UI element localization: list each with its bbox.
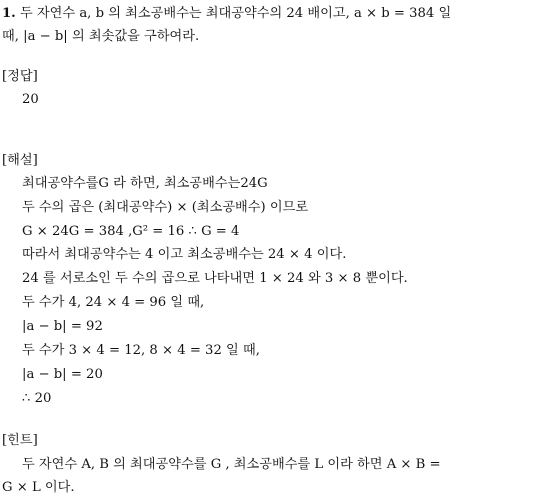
solution-line: 두 수가 3 × 4 = 12, 8 × 4 = 32 일 때,: [22, 343, 260, 358]
solution-line: 두 수의 곱은 (최대공약수) × (최소공배수) 이므로: [22, 200, 309, 215]
problem-line-2: 때, |a − b| 의 최솟값을 구하여라.: [2, 29, 200, 44]
solution-line: |a − b| = 92: [22, 319, 103, 334]
solution-line: 두 수가 4, 24 × 4 = 96 일 때,: [22, 295, 205, 310]
solution-line: 따라서 최대공약수는 4 이고 최소공배수는 24 × 4 이다.: [22, 247, 347, 262]
solution-line: ∴ 20: [22, 391, 52, 406]
solution-line: 24 를 서로소인 두 수의 곱으로 나타내면 1 × 24 와 3 × 8 뿐이다.: [22, 271, 408, 286]
problem-text-1: 두 자연수 a, b 의 최소공배수는 최대공약수의 24 배이고, a × b = 384 일: [19, 6, 452, 21]
solution-line: |a − b| = 20: [22, 367, 103, 382]
answer-value: 20: [22, 92, 39, 107]
solution-line: 최대공약수를G 라 하면, 최소공배수는24G: [22, 176, 268, 191]
hint-line-1: 두 자연수 A, B 의 최대공약수를 G , 최소공배수를 L 이라 하면 A × B =: [22, 457, 441, 472]
solution-label: [해설]: [2, 153, 38, 168]
solution-line: G × 24G = 384 ,G² = 16 ∴ G = 4: [22, 224, 240, 239]
problem-number: 1.: [2, 6, 16, 21]
problem-line-1: [2, 5, 451, 23]
answer-label: [정답]: [2, 69, 38, 84]
hint-line-2: G × L 이다.: [2, 480, 75, 495]
hint-label: [힌트]: [2, 433, 38, 448]
